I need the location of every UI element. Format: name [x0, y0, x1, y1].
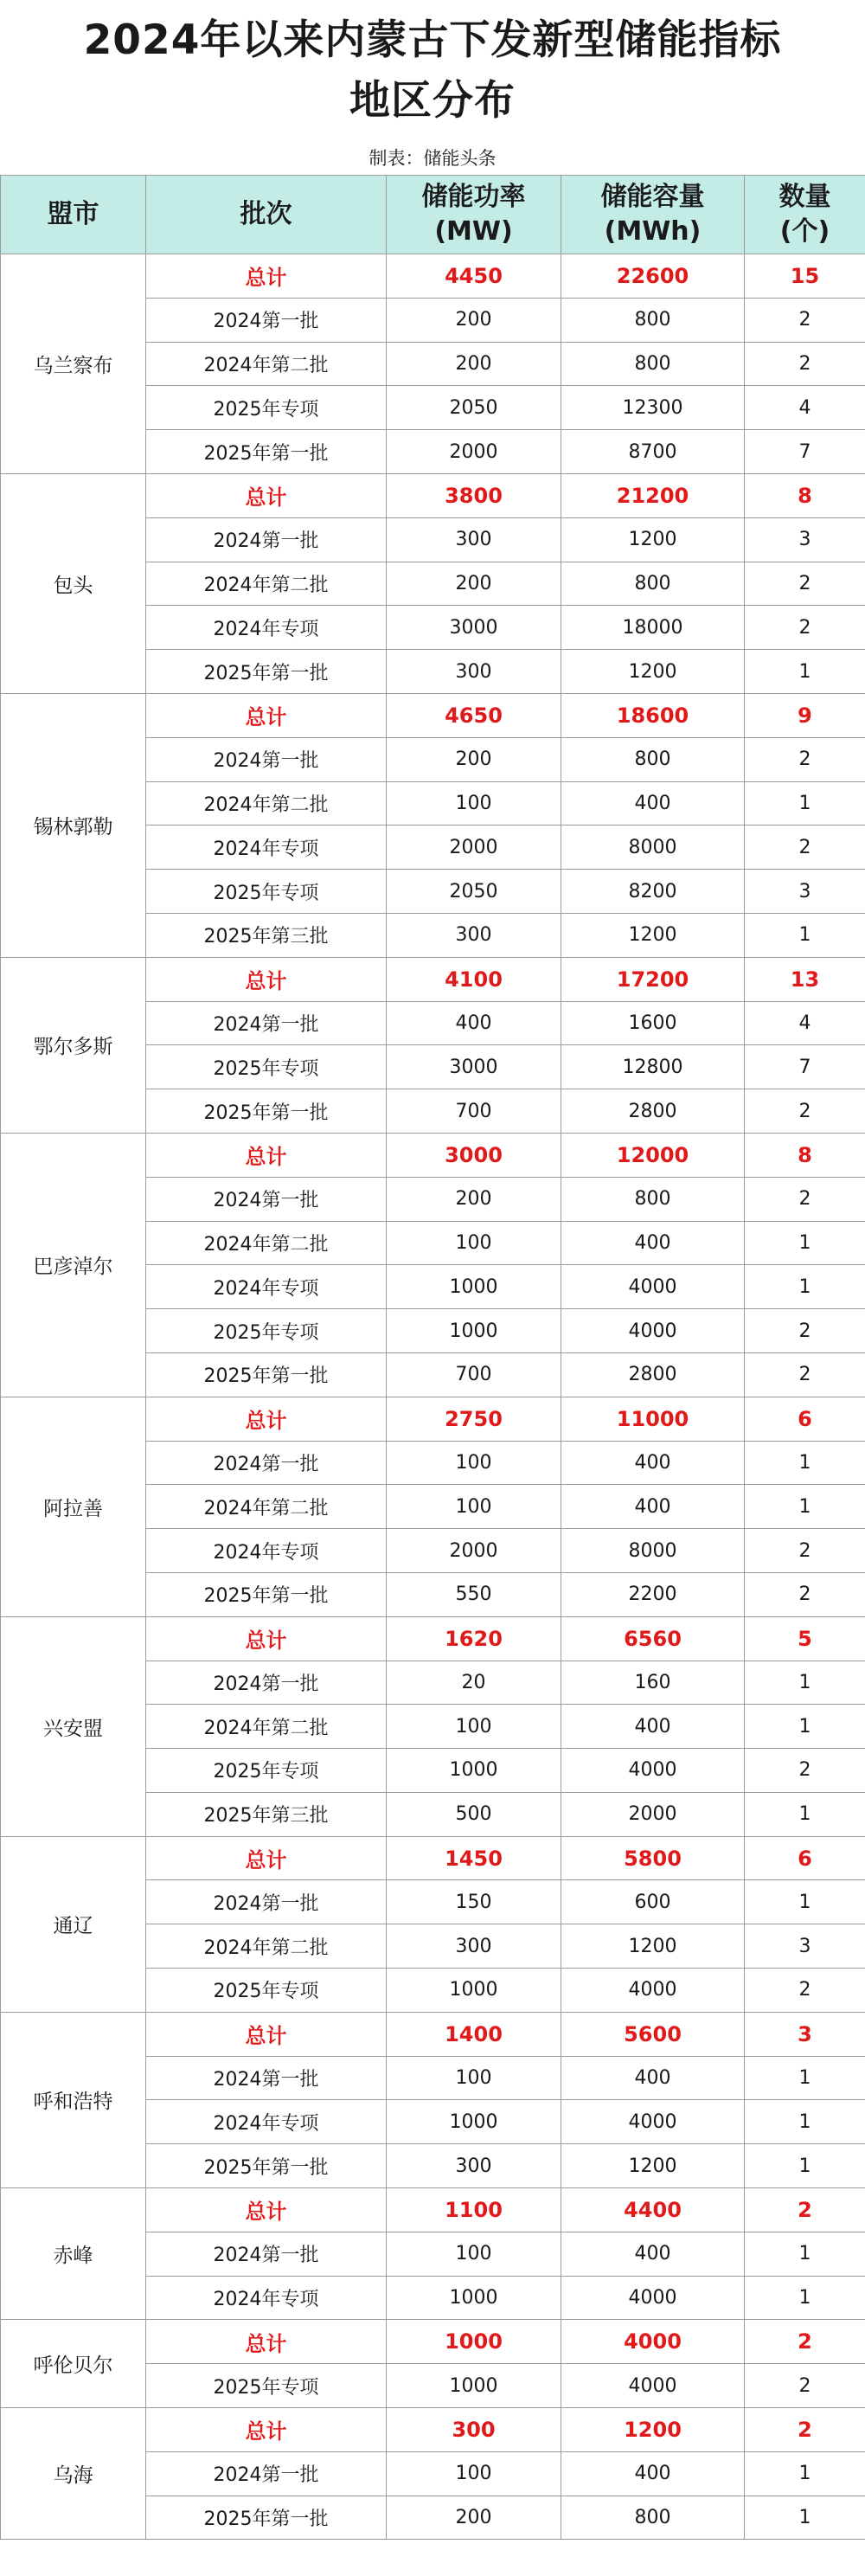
count-cell: 2 [745, 1089, 865, 1134]
batch-cell: 2024年第二批 [146, 562, 387, 606]
capacity-cell: 4000 [561, 2364, 745, 2408]
batch-cell: 2024第一批 [146, 1880, 387, 1924]
capacity-cell: 2000 [561, 1792, 745, 1836]
header-count: 数量 (个) [745, 176, 865, 254]
capacity-cell: 400 [561, 2056, 745, 2100]
power-cell: 20 [387, 1661, 561, 1705]
power-cell: 150 [387, 1880, 561, 1924]
capacity-cell: 2800 [561, 1352, 745, 1397]
power-cell: 1450 [387, 1836, 561, 1880]
capacity-cell: 4000 [561, 1969, 745, 2013]
count-cell: 2 [745, 1177, 865, 1221]
power-cell: 1000 [387, 2320, 561, 2364]
batch-cell: 2024年专项 [146, 1529, 387, 1573]
count-cell: 3 [745, 517, 865, 562]
power-cell: 100 [387, 1705, 561, 1749]
power-cell: 500 [387, 1792, 561, 1836]
power-cell: 300 [387, 913, 561, 957]
batch-cell: 总计 [146, 957, 387, 1001]
batch-cell: 2024年第二批 [146, 1221, 387, 1265]
capacity-cell: 21200 [561, 473, 745, 517]
power-cell: 4100 [387, 957, 561, 1001]
region-cell: 呼和浩特 [1, 2012, 146, 2187]
batch-cell: 总计 [146, 473, 387, 517]
title-line-1: 2024年以来内蒙古下发新型储能指标 [83, 16, 782, 64]
capacity-cell: 4000 [561, 2276, 745, 2320]
region-cell: 通辽 [1, 1836, 146, 2012]
count-cell: 1 [745, 1265, 865, 1309]
count-cell: 1 [745, 781, 865, 825]
header-region: 盟市 [1, 176, 146, 254]
count-cell: 2 [745, 562, 865, 606]
count-cell: 2 [745, 1749, 865, 1793]
count-cell: 1 [745, 2496, 865, 2540]
power-cell: 100 [387, 2232, 561, 2276]
capacity-cell: 1200 [561, 1924, 745, 1969]
power-cell: 2000 [387, 1529, 561, 1573]
batch-cell: 2024年专项 [146, 2276, 387, 2320]
power-cell: 300 [387, 2408, 561, 2452]
batch-cell: 2024第一批 [146, 1177, 387, 1221]
count-cell: 2 [745, 342, 865, 386]
power-cell: 200 [387, 737, 561, 781]
count-cell: 2 [745, 2320, 865, 2364]
capacity-cell: 5800 [561, 1836, 745, 1880]
total-row [1, 473, 865, 517]
power-cell: 700 [387, 1352, 561, 1397]
capacity-cell: 18000 [561, 606, 745, 650]
count-cell: 1 [745, 2451, 865, 2496]
batch-cell: 总计 [146, 254, 387, 299]
count-cell: 13 [745, 957, 865, 1001]
total-row [1, 693, 865, 737]
batch-cell: 2025年第一批 [146, 2496, 387, 2540]
count-cell: 3 [745, 1924, 865, 1969]
batch-cell: 2025年第一批 [146, 1089, 387, 1134]
region-cell: 乌兰察布 [1, 254, 146, 474]
power-cell: 200 [387, 342, 561, 386]
capacity-cell: 12000 [561, 1133, 745, 1177]
total-row [1, 1616, 865, 1661]
capacity-cell: 2200 [561, 1572, 745, 1616]
capacity-cell: 8000 [561, 825, 745, 870]
power-cell: 100 [387, 781, 561, 825]
capacity-cell: 400 [561, 1485, 745, 1529]
capacity-cell: 8200 [561, 870, 745, 914]
power-cell: 3000 [387, 1045, 561, 1089]
power-cell: 3000 [387, 606, 561, 650]
batch-cell: 2025年专项 [146, 386, 387, 430]
count-cell: 1 [745, 1221, 865, 1265]
count-cell: 2 [745, 1969, 865, 2013]
capacity-cell: 800 [561, 298, 745, 342]
batch-cell: 2025年第一批 [146, 430, 387, 474]
header-capacity: 储能容量 (MWh) [561, 176, 745, 254]
title-line-2: 地区分布 [349, 77, 516, 125]
count-cell: 3 [745, 870, 865, 914]
power-cell: 100 [387, 2451, 561, 2496]
power-cell: 100 [387, 2056, 561, 2100]
count-cell: 2 [745, 2364, 865, 2408]
count-cell: 1 [745, 1485, 865, 1529]
capacity-cell: 12800 [561, 1045, 745, 1089]
total-row [1, 1836, 865, 1880]
capacity-cell: 11000 [561, 1397, 745, 1441]
power-cell: 2050 [387, 870, 561, 914]
count-cell: 8 [745, 473, 865, 517]
count-cell: 1 [745, 2144, 865, 2188]
count-cell: 2 [745, 1572, 865, 1616]
capacity-cell: 800 [561, 737, 745, 781]
total-row [1, 254, 865, 299]
count-cell: 1 [745, 1880, 865, 1924]
batch-cell: 2024第一批 [146, 2232, 387, 2276]
count-cell: 7 [745, 430, 865, 474]
capacity-cell: 800 [561, 562, 745, 606]
capacity-cell: 1200 [561, 2144, 745, 2188]
power-cell: 100 [387, 1485, 561, 1529]
power-cell: 1100 [387, 2188, 561, 2232]
power-cell: 300 [387, 2144, 561, 2188]
batch-cell: 2024第一批 [146, 298, 387, 342]
batch-cell: 2024年第二批 [146, 1485, 387, 1529]
capacity-cell: 8700 [561, 430, 745, 474]
batch-cell: 2025年第三批 [146, 913, 387, 957]
count-cell: 1 [745, 1661, 865, 1705]
power-cell: 200 [387, 562, 561, 606]
batch-cell: 总计 [146, 1836, 387, 1880]
power-cell: 1000 [387, 2100, 561, 2144]
page-title [0, 0, 865, 132]
capacity-cell: 17200 [561, 957, 745, 1001]
batch-cell: 2024年第二批 [146, 781, 387, 825]
capacity-cell: 22600 [561, 254, 745, 299]
count-cell: 4 [745, 386, 865, 430]
power-cell: 700 [387, 1089, 561, 1134]
capacity-cell: 1200 [561, 650, 745, 694]
region-cell: 阿拉善 [1, 1397, 146, 1616]
total-row [1, 1397, 865, 1441]
power-cell: 300 [387, 650, 561, 694]
header-power: 储能功率 (MW) [387, 176, 561, 254]
power-cell: 1000 [387, 1749, 561, 1793]
count-cell: 1 [745, 2056, 865, 2100]
power-cell: 200 [387, 2496, 561, 2540]
batch-cell: 2024第一批 [146, 2056, 387, 2100]
count-cell: 2 [745, 1529, 865, 1573]
power-cell: 550 [387, 1572, 561, 1616]
batch-cell: 总计 [146, 693, 387, 737]
power-cell: 100 [387, 1441, 561, 1485]
power-cell: 300 [387, 1924, 561, 1969]
table-body [1, 254, 865, 2540]
batch-cell: 2024第一批 [146, 737, 387, 781]
batch-cell: 2025年第一批 [146, 650, 387, 694]
count-cell: 9 [745, 693, 865, 737]
batch-cell: 2024年专项 [146, 1265, 387, 1309]
capacity-cell: 600 [561, 1880, 745, 1924]
power-cell: 1400 [387, 2012, 561, 2056]
batch-cell: 2024年专项 [146, 606, 387, 650]
batch-cell: 2024第一批 [146, 1661, 387, 1705]
batch-cell: 2024第一批 [146, 1001, 387, 1045]
capacity-cell: 18600 [561, 693, 745, 737]
capacity-cell: 160 [561, 1661, 745, 1705]
count-cell: 1 [745, 1705, 865, 1749]
batch-cell: 2025年专项 [146, 1969, 387, 2013]
batch-cell: 总计 [146, 2320, 387, 2364]
batch-cell: 2025年第一批 [146, 2144, 387, 2188]
count-cell: 15 [745, 254, 865, 299]
capacity-cell: 1600 [561, 1001, 745, 1045]
total-row [1, 2188, 865, 2232]
capacity-cell: 4000 [561, 1309, 745, 1353]
power-cell: 1000 [387, 1265, 561, 1309]
power-cell: 1000 [387, 2364, 561, 2408]
power-cell: 2050 [387, 386, 561, 430]
batch-cell: 总计 [146, 2188, 387, 2232]
region-cell: 赤峰 [1, 2188, 146, 2320]
capacity-cell: 2800 [561, 1089, 745, 1134]
count-cell: 1 [745, 2100, 865, 2144]
power-cell: 2000 [387, 825, 561, 870]
count-cell: 1 [745, 913, 865, 957]
capacity-cell: 400 [561, 1705, 745, 1749]
batch-cell: 2024第一批 [146, 517, 387, 562]
capacity-cell: 1200 [561, 913, 745, 957]
total-row [1, 1133, 865, 1177]
batch-cell: 2025年专项 [146, 1749, 387, 1793]
count-cell: 2 [745, 2188, 865, 2232]
region-cell: 锡林郭勒 [1, 693, 146, 957]
batch-cell: 2024年第二批 [146, 342, 387, 386]
capacity-cell: 800 [561, 2496, 745, 2540]
total-row [1, 2408, 865, 2452]
power-cell: 3000 [387, 1133, 561, 1177]
power-cell: 1000 [387, 1969, 561, 2013]
capacity-cell: 400 [561, 1441, 745, 1485]
power-cell: 1620 [387, 1616, 561, 1661]
batch-cell: 总计 [146, 1616, 387, 1661]
power-cell: 3800 [387, 473, 561, 517]
total-row [1, 2012, 865, 2056]
count-cell: 2 [745, 1309, 865, 1353]
capacity-cell: 8000 [561, 1529, 745, 1573]
header-row [1, 176, 865, 254]
capacity-cell: 1200 [561, 2408, 745, 2452]
power-cell: 100 [387, 1221, 561, 1265]
power-cell: 4650 [387, 693, 561, 737]
power-cell: 4450 [387, 254, 561, 299]
header-batch: 批次 [146, 176, 387, 254]
count-cell: 6 [745, 1397, 865, 1441]
region-cell: 巴彦淖尔 [1, 1133, 146, 1397]
indicator-table [0, 175, 865, 2540]
capacity-cell: 4000 [561, 1749, 745, 1793]
batch-cell: 2025年专项 [146, 1309, 387, 1353]
count-cell: 1 [745, 1792, 865, 1836]
batch-cell: 2024年第二批 [146, 1924, 387, 1969]
batch-cell: 总计 [146, 2012, 387, 2056]
capacity-cell: 800 [561, 1177, 745, 1221]
count-cell: 1 [745, 1441, 865, 1485]
batch-cell: 2024第一批 [146, 2451, 387, 2496]
count-cell: 2 [745, 298, 865, 342]
total-row [1, 2320, 865, 2364]
total-row [1, 957, 865, 1001]
region-cell: 兴安盟 [1, 1616, 146, 1836]
capacity-cell: 400 [561, 2232, 745, 2276]
count-cell: 1 [745, 650, 865, 694]
capacity-cell: 4000 [561, 1265, 745, 1309]
batch-cell: 2025年专项 [146, 2364, 387, 2408]
region-cell: 鄂尔多斯 [1, 957, 146, 1133]
region-cell: 乌海 [1, 2408, 146, 2540]
count-cell: 5 [745, 1616, 865, 1661]
batch-cell: 2025年第一批 [146, 1572, 387, 1616]
power-cell: 200 [387, 298, 561, 342]
batch-cell: 总计 [146, 1133, 387, 1177]
capacity-cell: 400 [561, 2451, 745, 2496]
region-cell: 呼伦贝尔 [1, 2320, 146, 2408]
batch-cell: 2024第一批 [146, 1441, 387, 1485]
count-cell: 2 [745, 2408, 865, 2452]
count-cell: 4 [745, 1001, 865, 1045]
capacity-cell: 12300 [561, 386, 745, 430]
count-cell: 6 [745, 1836, 865, 1880]
count-cell: 2 [745, 825, 865, 870]
capacity-cell: 1200 [561, 517, 745, 562]
power-cell: 1000 [387, 1309, 561, 1353]
count-cell: 1 [745, 2276, 865, 2320]
capacity-cell: 6560 [561, 1616, 745, 1661]
capacity-cell: 400 [561, 1221, 745, 1265]
capacity-cell: 800 [561, 342, 745, 386]
power-cell: 400 [387, 1001, 561, 1045]
power-cell: 2750 [387, 1397, 561, 1441]
capacity-cell: 5600 [561, 2012, 745, 2056]
table-source: 制表：储能头条 [368, 148, 497, 169]
power-cell: 300 [387, 517, 561, 562]
batch-cell: 2025年专项 [146, 870, 387, 914]
count-cell: 7 [745, 1045, 865, 1089]
capacity-cell: 4400 [561, 2188, 745, 2232]
batch-cell: 2024年第二批 [146, 1705, 387, 1749]
count-cell: 2 [745, 1352, 865, 1397]
count-cell: 2 [745, 606, 865, 650]
count-cell: 1 [745, 2232, 865, 2276]
batch-cell: 2025年专项 [146, 1045, 387, 1089]
batch-cell: 总计 [146, 1397, 387, 1441]
region-cell: 包头 [1, 473, 146, 693]
batch-cell: 2024年专项 [146, 2100, 387, 2144]
count-cell: 3 [745, 2012, 865, 2056]
power-cell: 1000 [387, 2276, 561, 2320]
capacity-cell: 4000 [561, 2100, 745, 2144]
capacity-cell: 400 [561, 781, 745, 825]
batch-cell: 2025年第一批 [146, 1352, 387, 1397]
batch-cell: 总计 [146, 2408, 387, 2452]
batch-cell: 2024年专项 [146, 825, 387, 870]
count-cell: 2 [745, 737, 865, 781]
power-cell: 2000 [387, 430, 561, 474]
capacity-cell: 4000 [561, 2320, 745, 2364]
batch-cell: 2025年第三批 [146, 1792, 387, 1836]
count-cell: 8 [745, 1133, 865, 1177]
power-cell: 200 [387, 1177, 561, 1221]
